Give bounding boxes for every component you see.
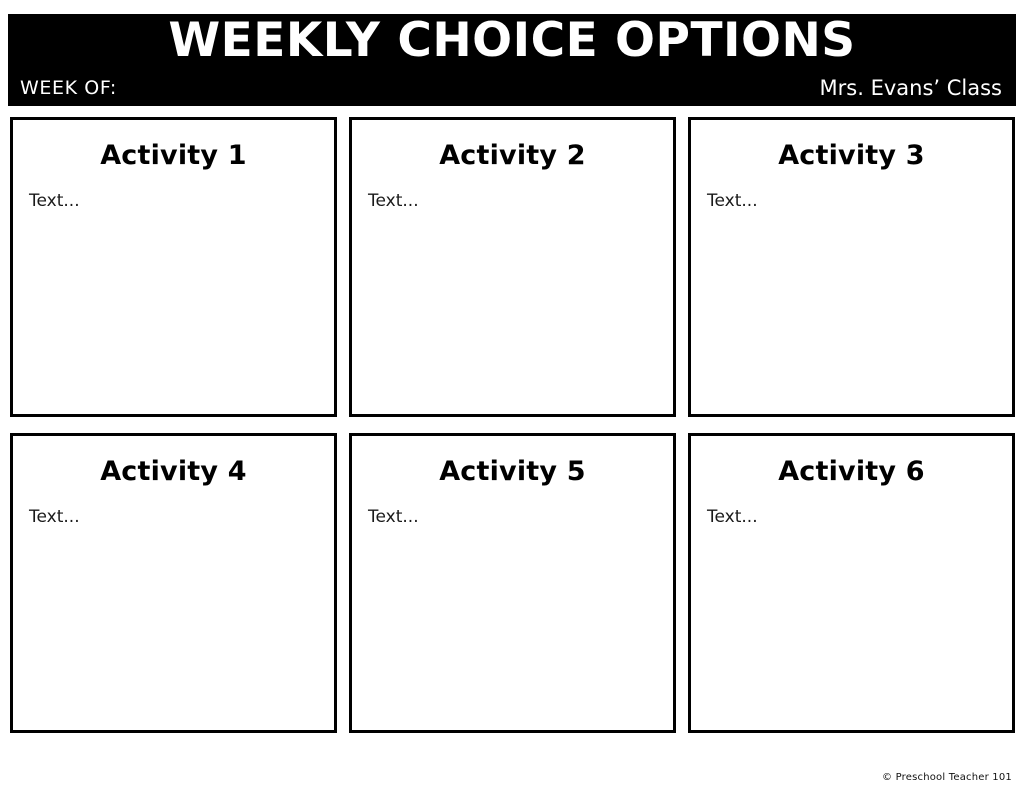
activity-card-text[interactable]: Text... <box>29 507 80 528</box>
activity-card-4[interactable] <box>10 433 337 733</box>
activity-card-text[interactable]: Text... <box>707 507 758 528</box>
activity-card-title: Activity 1 <box>100 140 247 171</box>
activity-card-grid <box>10 117 1014 737</box>
activity-card-text[interactable]: Text... <box>707 191 758 212</box>
activity-card-title: Activity 4 <box>100 456 247 487</box>
copyright-credit: © Preschool Teacher 101 <box>882 772 1012 783</box>
activity-card-1[interactable] <box>10 117 337 417</box>
activity-card-title: Activity 2 <box>439 140 586 171</box>
activity-card-text[interactable]: Text... <box>368 507 419 528</box>
activity-card-5[interactable] <box>349 433 676 733</box>
activity-card-title: Activity 5 <box>439 456 586 487</box>
header-banner <box>8 14 1016 106</box>
activity-card-text[interactable]: Text... <box>29 191 80 212</box>
activity-card-3[interactable] <box>688 117 1015 417</box>
class-name-label: Mrs. Evans’ Class <box>819 76 1002 100</box>
page-title: WEEKLY CHOICE OPTIONS <box>168 13 856 68</box>
week-of-label: WEEK OF: <box>20 77 117 99</box>
activity-card-6[interactable] <box>688 433 1015 733</box>
activity-card-title: Activity 3 <box>778 140 925 171</box>
activity-card-text[interactable]: Text... <box>368 191 419 212</box>
activity-card-2[interactable] <box>349 117 676 417</box>
activity-card-title: Activity 6 <box>778 456 925 487</box>
